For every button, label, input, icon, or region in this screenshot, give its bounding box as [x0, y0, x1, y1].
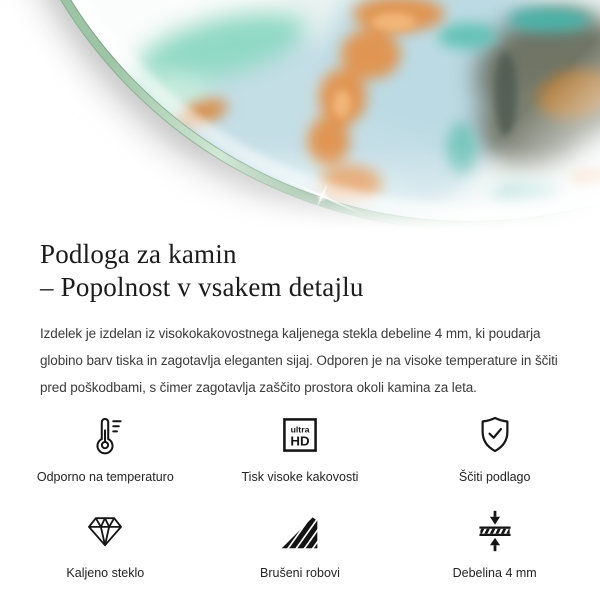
feature-label: Odporno na temperaturo [36, 470, 174, 484]
feature-protection [397, 413, 592, 485]
thermometer-icon [83, 413, 127, 457]
feature-label: Kaljeno steklo [66, 566, 145, 580]
feature-tempered-glass [8, 509, 203, 581]
thickness-icon [473, 509, 517, 553]
ultra-hd-icon [278, 413, 322, 457]
corner-fade [0, 0, 600, 232]
page-title [40, 238, 600, 304]
feature-label: Debelina 4 mm [452, 566, 537, 580]
beveled-edges-icon [278, 509, 322, 553]
page-title-line2: – Popolnost v vsakem detajlu [40, 272, 364, 302]
feature-label: Tisk visoke kakovosti [241, 470, 359, 484]
ultra-hd-icon-text-top: ultra [290, 424, 310, 435]
feature-print-quality [203, 413, 398, 485]
ultra-hd-icon-text-bottom: HD [290, 433, 310, 449]
features-grid [8, 413, 592, 581]
glass-panel-render [0, 0, 600, 232]
product-description: Izdelek je izdelan iz visokokakovostnega kaljenega stekla debeline 4 mm, ki poudarja globino barv tiska in zagotavlja eleganten sijaj. Odporen je na visoke temperature in ščiti pred poškodbami, s čimer zagotavlja zaščito prostora okoli kamina za leta. [40, 326, 558, 395]
feature-polished-edges [203, 509, 398, 581]
feature-temperature [8, 413, 203, 485]
shield-check-icon [473, 413, 517, 457]
diamond-icon [83, 509, 127, 553]
feature-thickness [397, 509, 592, 581]
product-image [0, 0, 600, 232]
feature-label: Ščiti podlago [458, 470, 531, 484]
feature-label: Brušeni robovi [260, 566, 340, 580]
page-title-line1: Podloga za kamin [40, 239, 237, 269]
